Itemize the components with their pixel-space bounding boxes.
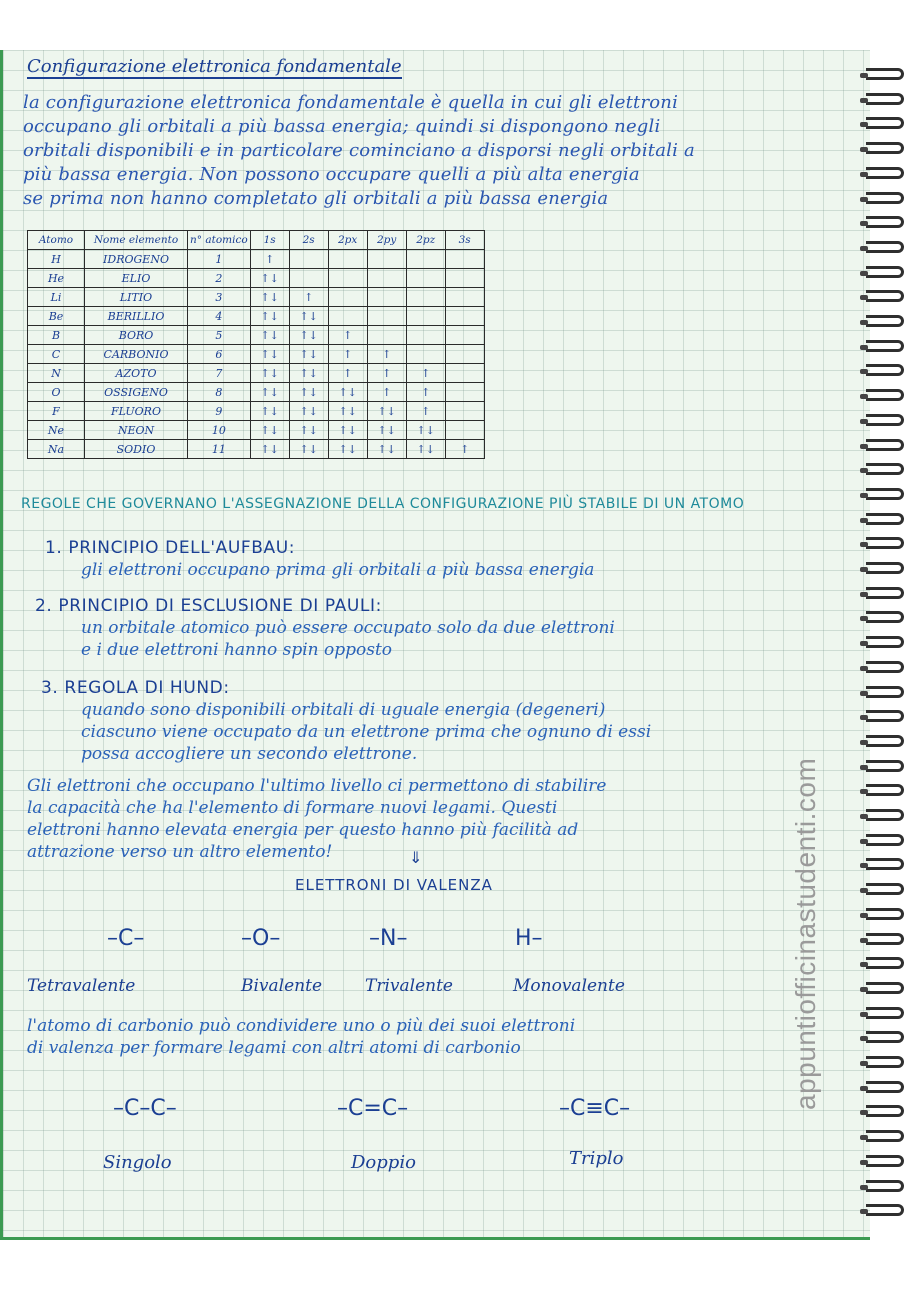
table-cell: NEON: [85, 421, 188, 440]
table-cell: [289, 250, 328, 269]
notebook-page: [0, 50, 870, 1240]
table-cell: 8: [188, 383, 251, 402]
binding-ring: [866, 241, 904, 253]
table-cell: ↑↓: [367, 402, 406, 421]
binding-ring: [866, 809, 904, 821]
table-row: [28, 326, 485, 345]
table-cell: LITIO: [85, 288, 188, 307]
header-2s: 2s: [289, 231, 328, 250]
orbital-table-header: [28, 231, 485, 250]
rule-3-line-2: ciascuno viene occupato da un elettrone prima che ognuno di essi: [81, 722, 652, 742]
header-atom: Atomo: [28, 231, 85, 250]
binding-ring: [866, 389, 904, 401]
intro-line-4: più bassa energia. Non possono occupare quelli a più alta energia: [23, 164, 640, 185]
binding-ring: [866, 340, 904, 352]
table-row: [28, 421, 485, 440]
header-2py: 2py: [367, 231, 406, 250]
table-cell: IDROGENO: [85, 250, 188, 269]
table-row: [28, 383, 485, 402]
table-cell: ↑↓: [406, 440, 445, 459]
table-cell: SODIO: [85, 440, 188, 459]
table-cell: [445, 288, 484, 307]
outer-electrons-line-3: elettroni hanno elevata energia per questo hanno più facilità ad: [27, 820, 579, 840]
table-cell: FLUORO: [85, 402, 188, 421]
table-row: [28, 307, 485, 326]
table-cell: 7: [188, 364, 251, 383]
table-cell: 2: [188, 269, 251, 288]
valence-formula-nitrogen: –N–: [369, 926, 408, 951]
table-cell: [367, 288, 406, 307]
header-2pz: 2pz: [406, 231, 445, 250]
bond-formula-single: –C–C–: [113, 1096, 177, 1121]
carbon-line-1: l'atomo di carbonio può condividere uno o più dei suoi elettroni: [27, 1016, 576, 1036]
rule-3-title: 3. REGOLA DI HUND:: [41, 678, 230, 698]
table-cell: CARBONIO: [85, 345, 188, 364]
binding-ring: [866, 784, 904, 796]
binding-ring: [866, 537, 904, 549]
table-cell: [445, 345, 484, 364]
bond-label-single: Singolo: [103, 1152, 172, 1173]
rule-2-line-1: un orbitale atomico può essere occupato solo da due elettroni: [81, 618, 615, 638]
intro-line-2: occupano gli orbitali a più bassa energia; quindi si dispongono negli: [23, 116, 661, 137]
table-cell: C: [28, 345, 85, 364]
table-row: [28, 402, 485, 421]
binding-ring: [866, 68, 904, 80]
table-cell: ELIO: [85, 269, 188, 288]
table-cell: ↑↓: [328, 421, 367, 440]
table-row: [28, 364, 485, 383]
valence-label-trivalent: Trivalente: [365, 976, 453, 996]
table-cell: ↑↓: [406, 421, 445, 440]
table-cell: ↑↓: [328, 440, 367, 459]
binding-ring: [866, 587, 904, 599]
valence-title: ELETTRONI DI VALENZA: [295, 876, 493, 894]
binding-ring: [866, 266, 904, 278]
table-cell: BERILLIO: [85, 307, 188, 326]
table-cell: [406, 288, 445, 307]
binding-ring: [866, 834, 904, 846]
table-cell: BORO: [85, 326, 188, 345]
table-row: [28, 288, 485, 307]
table-cell: 9: [188, 402, 251, 421]
rule-3-line-3: possa accogliere un secondo elettrone.: [81, 744, 418, 764]
outer-electrons-line-2: la capacità che ha l'elemento di formare nuovi legami. Questi: [27, 798, 558, 818]
binding-ring: [866, 686, 904, 698]
binding-ring: [866, 957, 904, 969]
table-cell: ↑↓: [328, 383, 367, 402]
table-cell: ↑: [328, 326, 367, 345]
table-cell: Be: [28, 307, 85, 326]
table-cell: [328, 307, 367, 326]
table-cell: ↑↓: [289, 402, 328, 421]
header-element-name: Nome elemento: [85, 231, 188, 250]
intro-line-5: se prima non hanno completato gli orbitali a più bassa energia: [23, 188, 609, 209]
binding-ring: [866, 933, 904, 945]
bond-formula-triple: –C≡C–: [559, 1096, 631, 1121]
table-cell: [328, 288, 367, 307]
watermark: appuntiofficinastudenti.com: [790, 757, 821, 1110]
table-row: [28, 250, 485, 269]
rule-1-title: 1. PRINCIPIO DELL'AUFBAU:: [45, 538, 296, 558]
table-row: [28, 440, 485, 459]
binding-ring: [866, 513, 904, 525]
binding-ring: [866, 1130, 904, 1142]
table-cell: 4: [188, 307, 251, 326]
table-cell: N: [28, 364, 85, 383]
binding-ring: [866, 192, 904, 204]
binding-ring: [866, 93, 904, 105]
valence-formula-hydrogen: H–: [515, 926, 543, 951]
table-cell: ↑: [406, 402, 445, 421]
table-cell: Ne: [28, 421, 85, 440]
table-cell: ↑: [406, 364, 445, 383]
header-3s: 3s: [445, 231, 484, 250]
table-cell: [367, 326, 406, 345]
table-row: [28, 269, 485, 288]
table-cell: ↑↓: [250, 402, 289, 421]
binding-ring: [866, 858, 904, 870]
table-cell: [406, 345, 445, 364]
table-cell: ↑: [289, 288, 328, 307]
intro-line-3: orbitali disponibili e in particolare cominciano a disporsi negli orbitali a: [23, 140, 695, 161]
binding-ring: [866, 414, 904, 426]
table-cell: [406, 269, 445, 288]
table-cell: Na: [28, 440, 85, 459]
table-row: [28, 345, 485, 364]
table-cell: [445, 269, 484, 288]
binding-ring: [866, 710, 904, 722]
binding-ring: [866, 1180, 904, 1192]
table-cell: [445, 250, 484, 269]
table-cell: ↑↓: [250, 288, 289, 307]
binding-ring: [866, 1056, 904, 1068]
binding-ring: [866, 611, 904, 623]
table-cell: [445, 326, 484, 345]
table-cell: [328, 269, 367, 288]
page-title: Configurazione elettronica fondamentale: [27, 56, 402, 77]
valence-label-tetravalent: Tetravalente: [27, 976, 136, 996]
binding-ring: [866, 290, 904, 302]
rule-3-line-1: quando sono disponibili orbitali di uguale energia (degeneri): [81, 700, 606, 720]
binding-ring: [866, 562, 904, 574]
table-cell: ↑↓: [367, 421, 406, 440]
table-cell: ↑↓: [250, 364, 289, 383]
header-atomic-number: n° atomico: [188, 231, 251, 250]
table-cell: F: [28, 402, 85, 421]
table-cell: OSSIGENO: [85, 383, 188, 402]
table-cell: ↑↓: [250, 383, 289, 402]
valence-formula-carbon: –C–: [107, 926, 145, 951]
table-cell: ↑↓: [250, 307, 289, 326]
table-cell: [406, 307, 445, 326]
binding-ring: [866, 1081, 904, 1093]
valence-label-bivalent: Bivalente: [241, 976, 323, 996]
valence-formula-oxygen: –O–: [241, 926, 281, 951]
table-cell: 1: [188, 250, 251, 269]
binding-ring: [866, 488, 904, 500]
binding-ring: [866, 117, 904, 129]
table-cell: ↑: [328, 345, 367, 364]
bond-label-triple: Triplo: [569, 1148, 624, 1169]
table-cell: [445, 383, 484, 402]
binding-ring: [866, 364, 904, 376]
binding-ring: [866, 982, 904, 994]
table-cell: [445, 364, 484, 383]
table-cell: AZOTO: [85, 364, 188, 383]
table-cell: O: [28, 383, 85, 402]
table-cell: [367, 269, 406, 288]
binding-ring: [866, 1105, 904, 1117]
binding-ring: [866, 636, 904, 648]
table-cell: ↑↓: [289, 383, 328, 402]
binding-ring: [866, 661, 904, 673]
table-cell: [406, 326, 445, 345]
table-cell: 5: [188, 326, 251, 345]
binding-ring: [866, 1007, 904, 1019]
table-cell: ↑↓: [250, 326, 289, 345]
table-cell: ↑: [367, 383, 406, 402]
table-cell: [445, 421, 484, 440]
table-cell: ↑↓: [367, 440, 406, 459]
table-cell: ↑↓: [289, 345, 328, 364]
table-cell: ↑: [328, 364, 367, 383]
table-cell: B: [28, 326, 85, 345]
table-cell: [328, 250, 367, 269]
bond-formula-double: –C=C–: [337, 1096, 409, 1121]
table-cell: 6: [188, 345, 251, 364]
table-cell: ↑↓: [289, 421, 328, 440]
table-cell: ↑↓: [250, 421, 289, 440]
binding-ring: [866, 142, 904, 154]
table-cell: He: [28, 269, 85, 288]
binding-ring: [866, 760, 904, 772]
table-cell: H: [28, 250, 85, 269]
table-cell: ↑↓: [328, 402, 367, 421]
table-cell: 10: [188, 421, 251, 440]
binding-ring: [866, 167, 904, 179]
table-cell: ↑↓: [289, 326, 328, 345]
rule-1-line-1: gli elettroni occupano prima gli orbitali a più bassa energia: [81, 560, 595, 580]
table-cell: ↑↓: [250, 440, 289, 459]
table-cell: ↑↓: [289, 307, 328, 326]
binding-ring: [866, 216, 904, 228]
table-cell: ↑: [250, 250, 289, 269]
header-2px: 2px: [328, 231, 367, 250]
binding-ring: [866, 908, 904, 920]
table-cell: ↑↓: [289, 440, 328, 459]
binding-ring: [866, 463, 904, 475]
binding-ring: [866, 1204, 904, 1216]
binding-ring: [866, 439, 904, 451]
binding-ring: [866, 1031, 904, 1043]
table-cell: 3: [188, 288, 251, 307]
header-1s: 1s: [250, 231, 289, 250]
table-cell: ↑↓: [289, 364, 328, 383]
outer-electrons-line-1: Gli elettroni che occupano l'ultimo livello ci permettono di stabilire: [27, 776, 607, 796]
table-cell: Li: [28, 288, 85, 307]
orbital-table: [27, 230, 485, 459]
table-cell: [406, 250, 445, 269]
rule-2-title: 2. PRINCIPIO DI ESCLUSIONE DI PAULI:: [35, 596, 382, 616]
table-cell: ↑: [367, 364, 406, 383]
valence-label-monovalent: Monovalente: [513, 976, 625, 996]
outer-electrons-line-4: attrazione verso un altro elemento!: [27, 842, 333, 862]
table-cell: ↑↓: [250, 345, 289, 364]
intro-line-1: la configurazione elettronica fondamentale è quella in cui gli elettroni: [23, 92, 679, 113]
table-cell: [367, 307, 406, 326]
bond-label-double: Doppio: [351, 1152, 416, 1173]
binding-ring: [866, 1155, 904, 1167]
binding-ring: [866, 315, 904, 327]
table-cell: [445, 307, 484, 326]
table-cell: ↑: [445, 440, 484, 459]
table-cell: ↑↓: [250, 269, 289, 288]
table-cell: [289, 269, 328, 288]
binding-ring: [866, 883, 904, 895]
table-cell: [445, 402, 484, 421]
spiral-binding: [862, 50, 911, 1240]
rules-heading: REGOLE CHE GOVERNANO L'ASSEGNAZIONE DELLA CONFIGURAZIONE PIÙ STABILE DI UN ATOMO: [21, 496, 745, 512]
table-cell: [367, 250, 406, 269]
binding-ring: [866, 735, 904, 747]
table-cell: ↑: [406, 383, 445, 402]
table-cell: 11: [188, 440, 251, 459]
carbon-line-2: di valenza per formare legami con altri atomi di carbonio: [27, 1038, 521, 1058]
down-arrow-icon: ⇓: [409, 848, 423, 867]
rule-2-line-2: e i due elettroni hanno spin opposto: [81, 640, 393, 660]
orbital-table-body: [28, 250, 485, 459]
table-cell: ↑: [367, 345, 406, 364]
